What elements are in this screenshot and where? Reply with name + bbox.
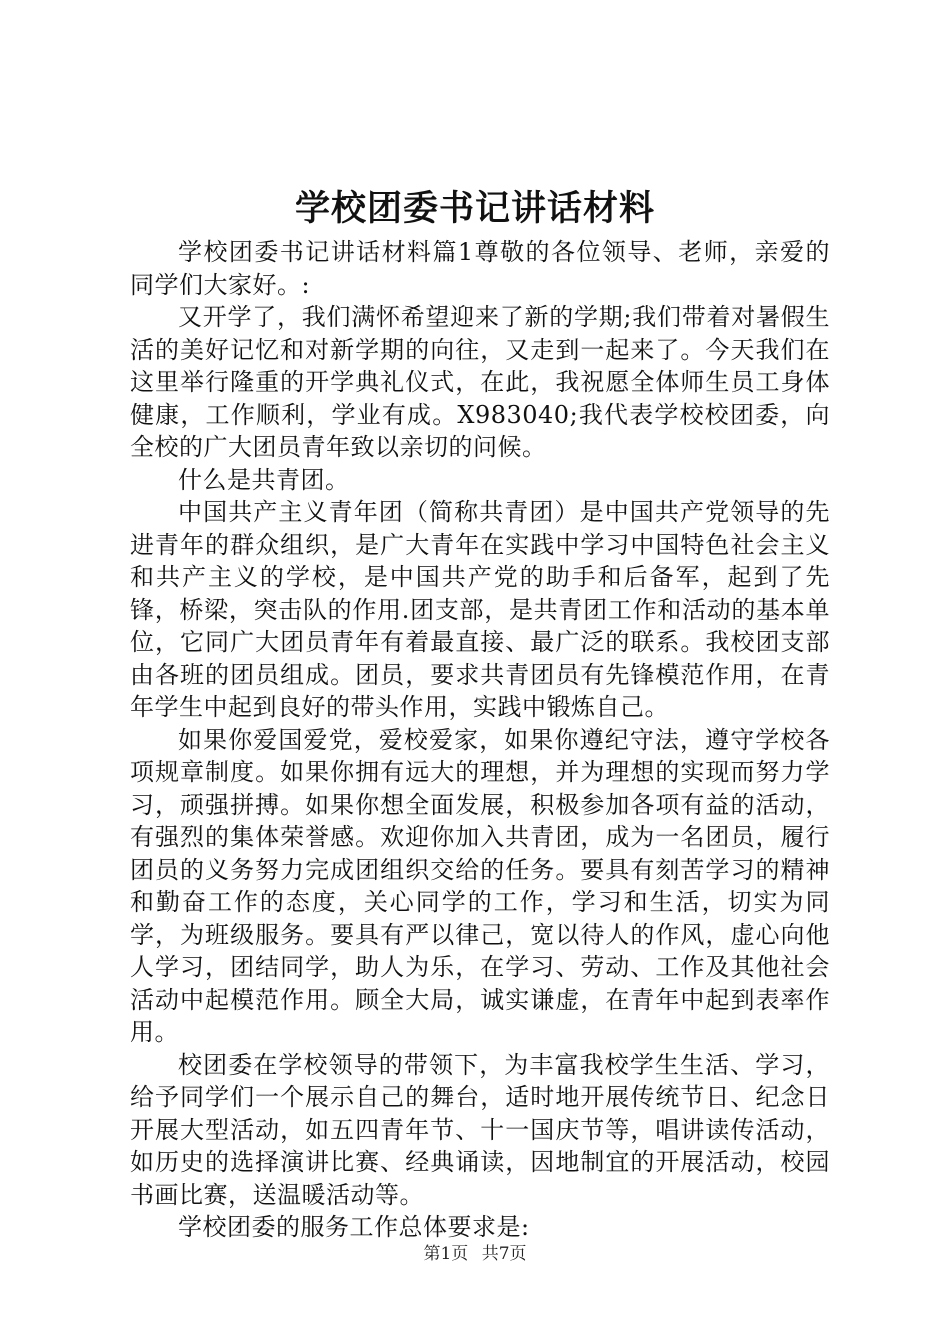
page-number: 第1页 xyxy=(423,1244,469,1264)
paragraph: 又开学了，我们满怀希望迎来了新的学期;我们带着对暑假生活的美好记忆和对新学期的向往，又走到一起来了。今天我们在这里举行隆重的开学典礼仪式，在此，我祝愿全体师生员工身体健康，工作顺利，学业有成。X983040;我代表学校校团委，向全校的广大团员青年致以亲切的问候。 xyxy=(130,303,830,461)
paragraph: 学校团委的服务工作总体要求是: xyxy=(178,1213,530,1241)
paragraph: 什么是共青团。 xyxy=(178,465,350,494)
document-title: 学校团委书记讲话材料 xyxy=(294,188,655,229)
page-footer xyxy=(0,1243,950,1265)
document-body xyxy=(130,236,830,1244)
page-total: 共7页 xyxy=(481,1244,527,1264)
paragraph: 如果你爱国爱党，爱校爱家，如果你遵纪守法，遵守学校各项规章制度。如果你拥有远大的理想，并为理想的实现而努力学习，顽强拼搏。如果你想全面发展，积极参加各项有益的活动，有强烈的集体荣誉感。欢迎你加入共青团，成为一名团员，履行团员的义务努力完成团组织交给的任务。要具有刻苦学习的精神和勤奋工作的态度，关心同学的工作，学习和生活，切实为同学，为班级服务。要具有严以律己，宽以待人的作风，虚心向他人学习，团结同学，助人为乐，在学习、劳动、工作及其他社会活动中起模范作用。顾全大局，诚实谦虚，在青年中起到表率作用。 xyxy=(130,725,830,1046)
paragraph: 中国共产主义青年团（简称共青团）是中国共产党领导的先进青年的群众组织，是广大青年在实践中学习中国特色社会主义和共产主义的学校，是中国共产党的助手和后备军，起到了先锋，桥梁，突击队的作用.团支部，是共青团工作和活动的基本单位，它同广大团员青年有着最直接、最广泛的联系。我校团支部由各班的团员组成。团员，要求共青团员有先锋模范作用，在青年学生中起到良好的带头作用，实践中锻炼自己。 xyxy=(130,498,830,721)
paragraph: 校团委在学校领导的带领下，为丰富我校学生生活、学习，给予同学们一个展示自己的舞台，适时地开展传统节日、纪念日开展大型活动，如五四青年节、十一国庆节等，唱讲读传活动，如历史的选择演讲比赛、经典诵读，因地制宜的开展活动，校园书画比赛，送温暖活动等。 xyxy=(130,1050,830,1209)
paragraph: 学校团委书记讲话材料篇1尊敬的各位领导、老师，亲爱的同学们大家好。: xyxy=(130,238,830,299)
